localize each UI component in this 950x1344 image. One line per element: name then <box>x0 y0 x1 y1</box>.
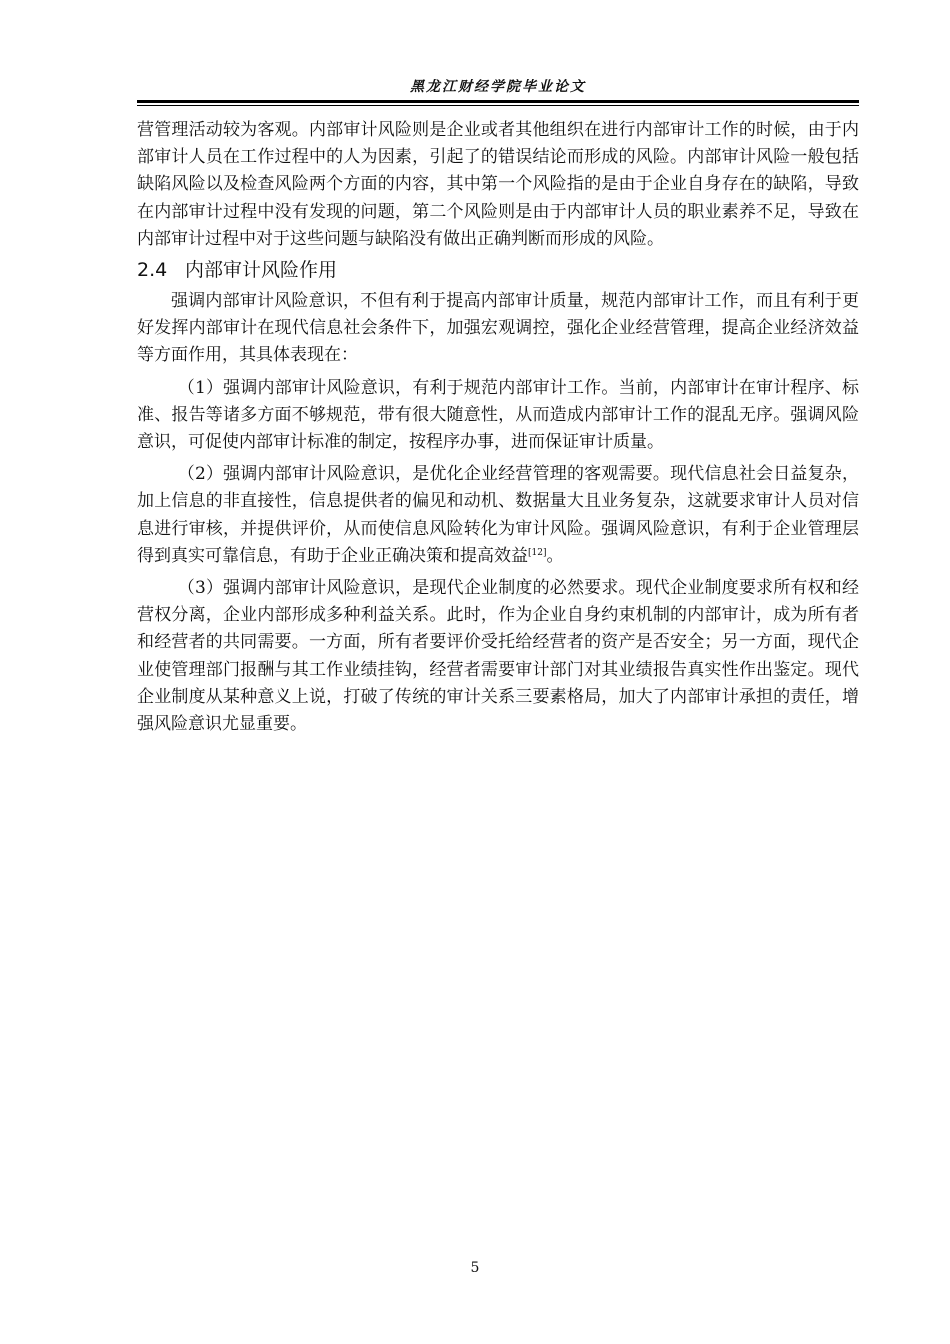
section-number: 2.4 <box>137 259 168 282</box>
running-header: 黑龙江财经学院毕业论文 <box>410 79 586 95</box>
list-item-2-end: 。 <box>546 545 564 566</box>
continued-paragraph: 营管理活动较为客观。内部审计风险则是企业或者其他组织在进行内部审计工作的时候，由于内部审计人员在工作过程中的人为因素，引起了的错误结论而形成的风险。内部审计风险一般包括缺陷风险以及检查风险两个方面的内容，其中第一个风险指的是由于企业自身存在的缺陷，导致在内部审计过程中没有发现的问题，第二个风险则是由于内部审计人员的职业素养不足，导致在内部审计过程中对于这些问题与缺陷没有做出正确判断而形成的风险。 <box>137 120 859 249</box>
section-title: 内部审计风险作用 <box>185 259 338 282</box>
body-text <box>137 117 859 738</box>
section-heading <box>137 256 859 284</box>
citation-marker: [12] <box>528 547 547 558</box>
list-item-2-text: （2）强调内部审计风险意识，是优化企业经营管理的客观需要。现代信息社会日益复杂，加上信息的非直接性，信息提供者的偏见和动机、数据量大且业务复杂，这就要求审计人员对信息进行审核，并提供评价，从而使信息风险转化为审计风险。强调风险意识，有利于企业管理层得到真实可靠信息，有助于企业正确决策和提高效益 <box>137 464 859 566</box>
page-number: 5 <box>470 1260 480 1276</box>
list-item-2 <box>137 461 859 570</box>
intro-paragraph: 强调内部审计风险意识，不但有利于提高内部审计质量，规范内部审计工作，而且有利于更好发挥内部审计在现代信息社会条件下，加强宏观调控，强化企业经营管理，提高企业经济效益等方面作用，其具体表现在： <box>137 291 859 366</box>
list-item-1: （1）强调内部审计风险意识，有利于规范内部审计工作。当前，内部审计在审计程序、标准、报告等诸多方面不够规范，带有很大随意性，从而造成内部审计工作的混乱无序。强调风险意识，可促使内部审计标准的制定，按程序办事，进而保证审计质量。 <box>137 377 859 453</box>
list-item-3: （3）强调内部审计风险意识，是现代企业制度的必然要求。现代企业制度要求所有权和经营权分离，企业内部形成多种利益关系。此时，作为企业自身约束机制的内部审计，成为所有者和经营者的共同需要。一方面，所有者要评价受托给经营者的资产是否安全；另一方面，现代企业使管理部门报酬与其工作业绩挂钩，经营者需要审计部门对其业绩报告真实性作出鉴定。现代企业制度从某种意义上说，打破了传统的审计关系三要素格局，加大了内部审计承担的责任，增强风险意识尤显重要。 <box>137 578 859 735</box>
header-rule-thin <box>137 105 859 106</box>
header-rule-thick <box>137 100 859 103</box>
